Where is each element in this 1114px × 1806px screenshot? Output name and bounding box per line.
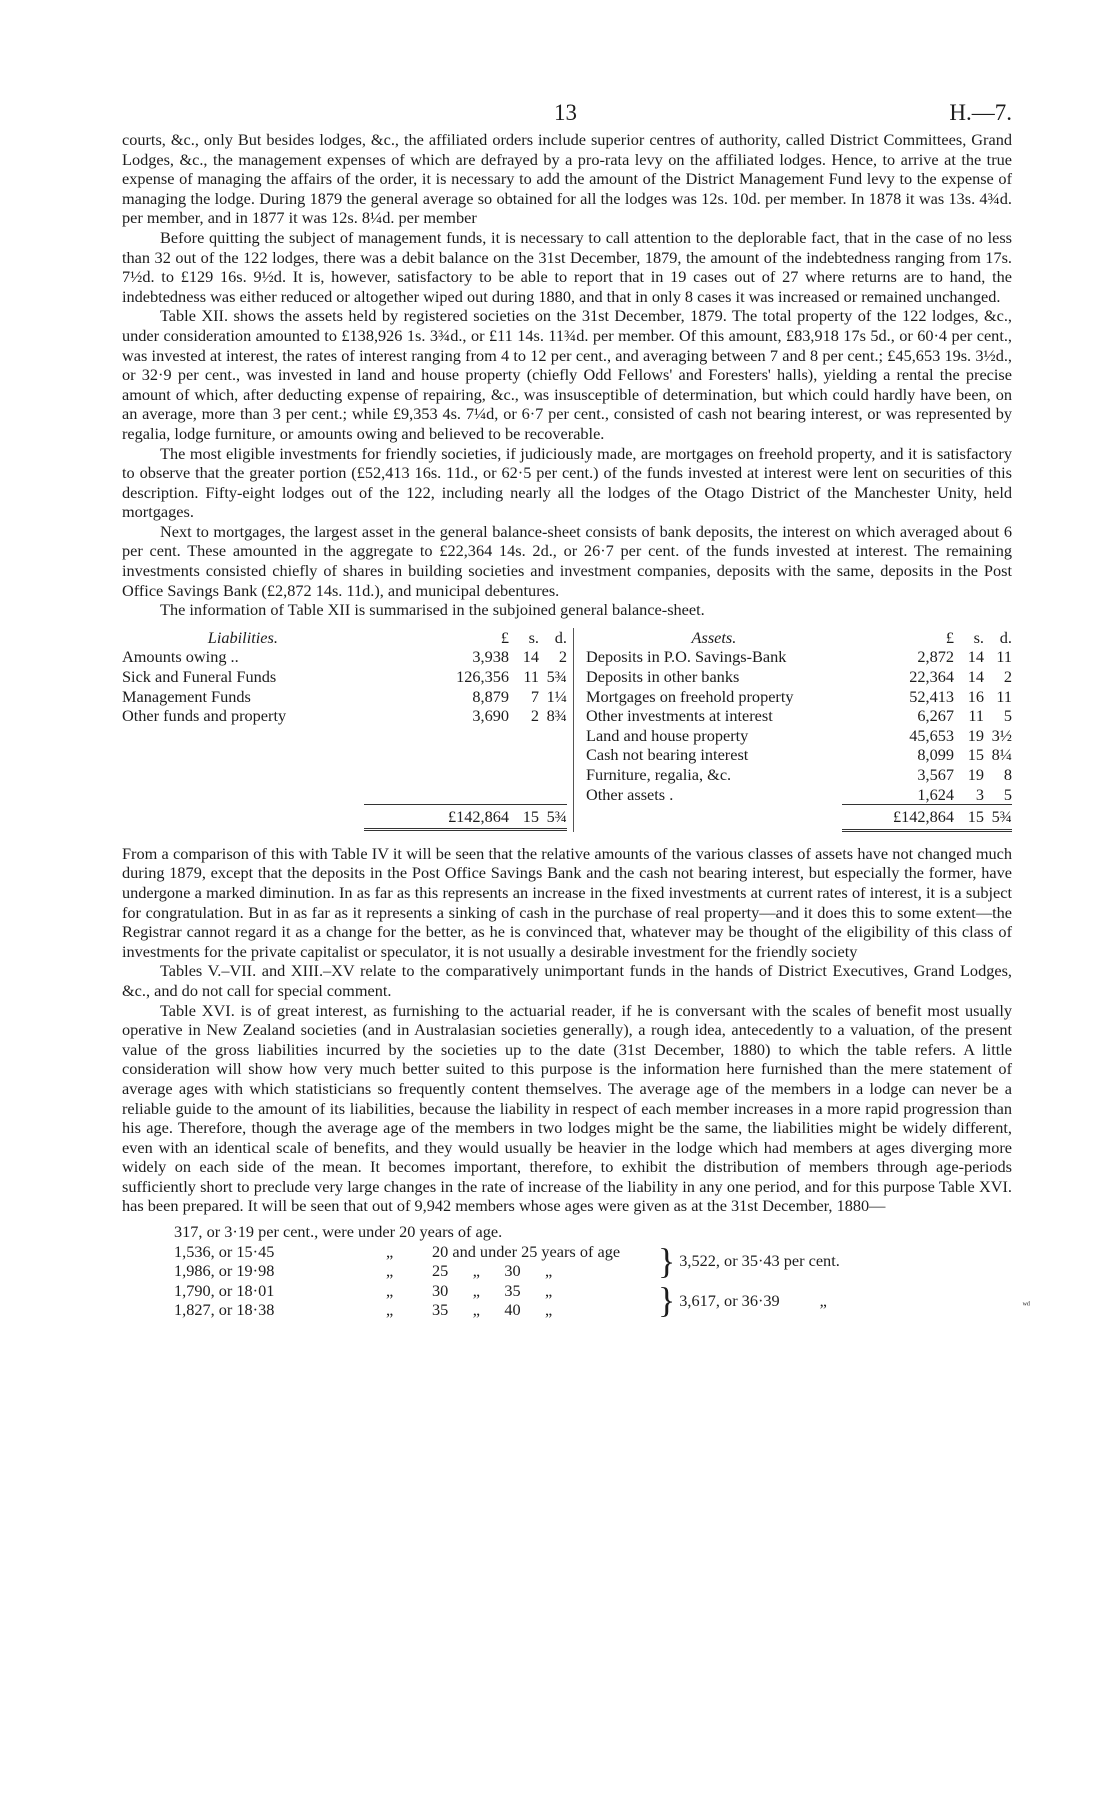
pence-head: d. bbox=[999, 627, 1012, 647]
asset-pence: 5 bbox=[1003, 784, 1012, 804]
liability-row bbox=[122, 647, 567, 667]
brace: } bbox=[658, 1280, 676, 1321]
ditto-mark: „ bbox=[386, 1261, 394, 1281]
paragraph-mortgages: The most eligible investments for friendly societies, if judiciously made, are mortgages on freehold property, and it is satisfactory to observe that the greater portion (£52,413 16s. 11d., or 62·5 per cent.) of the funds invested at interest were lent on securities of this description. Fifty-eight lodges out of the 122, including nearly all the lodges of the Otago District of the Manchester Unity, held mortgages. bbox=[122, 443, 1012, 522]
asset-label: Other investments at interest bbox=[586, 706, 773, 726]
margin-mark: ʷᵈ bbox=[1022, 1300, 1030, 1311]
liability-pounds: 3,690 bbox=[472, 706, 509, 726]
assets-heading: Assets. bbox=[691, 627, 737, 647]
assets-total-shillings: 15 bbox=[967, 807, 984, 827]
asset-pence: 5 bbox=[1003, 706, 1012, 726]
ditto-mark: „ bbox=[386, 1280, 394, 1300]
asset-shillings: 19 bbox=[967, 725, 984, 745]
age-group-total: 3,617, or 36·39 bbox=[679, 1290, 780, 1310]
assets-total-pence: 5¾ bbox=[991, 807, 1012, 827]
pounds-head: £ bbox=[500, 627, 509, 647]
age-count: 1,986, or 19·98 bbox=[174, 1261, 275, 1281]
asset-label: Furniture, regalia, &c. bbox=[586, 765, 732, 784]
age-count: 1,536, or 15·45 bbox=[174, 1241, 275, 1261]
paragraph-tables-v-vii: Tables V.–VII. and XIII.–XV relate to the comparatively unimportant funds in the hands of District Executives, Grand Lodges, &c., and do not call for special comment. bbox=[122, 961, 1012, 1000]
asset-pence: 2 bbox=[1003, 667, 1012, 687]
age-group-30-40 bbox=[122, 1281, 1012, 1320]
liability-shillings: 11 bbox=[523, 667, 539, 687]
asset-label: Deposits in P.O. Savings-Bank bbox=[586, 647, 787, 667]
paragraph-indebtedness: Before quitting the subject of management funds, it is necessary to call attention to the deplorable fact, that in the case of no less than 32 out of the 122 lodges, there was a debit balance on the 31st December, 1879, the amount of the indebtedness ranging from 17s. 7½d. to £129 16s. 9½d. It is, however, satisfactory to be able to report that in 19 cases out of 27 where returns are to hand, the indebtedness was either reduced or altogether wiped out during 1880, and that in only 8 cases it was increased or remained unchanged. bbox=[122, 227, 1012, 306]
paragraph-table-xvi: Table XVI. is of great interest, as furnishing to the actuarial reader, if he is conversant with the scales of benefit most usually operative in New Zealand societies (and in Australasian societies generally), a rough idea, antecedently to a valuation, of the present value of the gross liabilities incurred by the societies up to the date (31st December, 1880) to which the table refers. A little consideration will show how very much better suited to this purpose is the information here furnished than the mere statement of average ages with which statisticians so frequently content themselves. The average age of the members in a lodge can never be a reliable guide to the amount of its liabilities, because the liability in respect of each member increases in a more rapid progression than his age. Therefore, though the average age of the members in two lodges might be the same, the liabilities might be widely different, even with an identical scale of benefits, and they would usually be heavier in the lodge which had members at ages diverging more widely on each side of the mean. It becomes important, therefore, to exhibit the distribution of members through age-periods sufficiently short to preclude very large changes in the rate of increase of the liability in any one period, and for this purpose Table XVI. has been prepared. It will be seen that out of 9,942 members whose ages were given as at the 31st December, 1880— bbox=[122, 1000, 1012, 1216]
liability-label: Management Funds bbox=[122, 686, 251, 706]
age-row-under-20: 317, or 3·19 per cent., were under 20 years of age. bbox=[174, 1222, 503, 1242]
age-range: 25 „ 30 „ bbox=[432, 1261, 553, 1281]
asset-shillings: 14 bbox=[967, 667, 984, 687]
asset-pence: 8¼ bbox=[991, 745, 1012, 765]
age-count: 1,827, or 18·38 bbox=[174, 1300, 275, 1320]
liabilities-total-row bbox=[122, 804, 567, 830]
liabilities-heading: Liabilities. bbox=[207, 627, 278, 647]
shillings-head: s. bbox=[528, 627, 539, 647]
liabilities-total-shillings: 15 bbox=[522, 806, 539, 826]
asset-row bbox=[586, 687, 1012, 707]
asset-shillings: 19 bbox=[967, 765, 984, 784]
asset-pence: 3½ bbox=[991, 725, 1012, 745]
asset-label: Cash not bearing interest bbox=[586, 745, 749, 765]
asset-row bbox=[586, 706, 1012, 726]
asset-label: Land and house property bbox=[586, 725, 749, 745]
liability-label: Other funds and property bbox=[122, 706, 287, 726]
liability-pence: 2 bbox=[558, 647, 567, 667]
asset-pence: 11 bbox=[996, 647, 1012, 667]
paragraph-comparison: From a comparison of this with Table IV it will be seen that the relative amounts of the various classes of assets have not changed much during 1879, except that the deposits in the Post Office Savings Bank and the cash not bearing interest, but especially the former, have undergone a marked diminution. In as far as this represents an increase in the fixed investments at current rates of interest, it is a subject for congratulation. But in as far as it represents a sinking of cash in the purchase of real property—and it does this to some extent—the Registrar cannot regard it as a change for the better, as he is convinced that, whatever may be thought of the eligibility of this class of investments for the private capitalist or speculator, it is not usually a desirable investment for the friendly society bbox=[122, 843, 1012, 961]
asset-pounds: 6,267 bbox=[917, 706, 954, 726]
brace: } bbox=[658, 1241, 676, 1282]
liability-row bbox=[122, 706, 567, 726]
paragraph-affiliated-orders: courts, &c., only But besides lodges, &c., the affiliated orders include superior centres of authority, called District Committees, Grand Lodges, &c., the management expenses of which are defrayed by a pro-rata levy on the affiliated lodges. Hence, to arrive at the true expense of managing the affairs of the order, it is necessary to add the amount of the District Management Fund levy to the expense of managing the lodge. During 1879 the general average so obtained for all the lodges was 12s. 10d. per member. In 1878 it was 13s. 4¾d. per member, and in 1877 it was 12s. 8¼d. per member bbox=[122, 130, 1012, 228]
paragraph-table-xii: Table XII. shows the assets held by registered societies on the 31st December, 1879. The total property of the 122 lodges, &c., under consideration amounted to £138,926 1s. 3¾d., or £11 14s. 11¾d. per member. Of this amount, £83,918 17s 5d., or 60·4 per cent., was invested at interest, the rates of interest ranging from 4 to 12 per cent., and averaging between 7 and 8 per cent.; £45,653 19s. 3½d., or 32·9 per cent., was invested in land and house property (chiefly Odd Fellows' and Foresters' halls), yielding a rental the precise amount of which, after deducting expense of repairing, &c., was insusceptible of determination, but which could hardly have been, on an average, more than 3 per cent.; while £9,353 4s. 7¼d, or 6·7 per cent., consisted of cash not bearing interest, or was represented by regalia, lodge furniture, or amounts owing and believed to be recoverable. bbox=[122, 306, 1012, 443]
liability-pence: 1¼ bbox=[546, 686, 567, 706]
assets-total-row bbox=[586, 805, 1012, 831]
pounds-head: £ bbox=[945, 627, 954, 647]
asset-shillings: 11 bbox=[968, 706, 984, 726]
asset-pounds: 45,653 bbox=[909, 725, 954, 745]
paragraph-balance-sheet-intro: The information of Table XII is summarised in the subjoined general balance-sheet. bbox=[160, 600, 705, 620]
liability-shillings: 7 bbox=[530, 686, 539, 706]
liability-pounds: 3,938 bbox=[472, 647, 509, 667]
liability-pence: 5¾ bbox=[546, 667, 567, 687]
liability-label: Sick and Funeral Funds bbox=[122, 667, 277, 687]
liabilities-column bbox=[122, 628, 574, 832]
asset-label: Deposits in other banks bbox=[586, 667, 740, 687]
page-header bbox=[122, 0, 1012, 130]
assets-column bbox=[574, 628, 1012, 832]
liability-pence: 8¾ bbox=[546, 706, 567, 726]
age-row bbox=[122, 1242, 652, 1262]
age-row bbox=[122, 1300, 652, 1320]
pence-head: d. bbox=[554, 627, 567, 647]
age-row bbox=[122, 1261, 652, 1281]
asset-label: Mortgages on freehold property bbox=[586, 686, 794, 706]
asset-pounds: 2,872 bbox=[917, 647, 954, 667]
liabilities-total-pence: 5¾ bbox=[546, 806, 567, 826]
asset-shillings: 16 bbox=[967, 686, 984, 706]
asset-pounds: 52,413 bbox=[909, 686, 954, 706]
ditto-mark: „ bbox=[819, 1290, 827, 1310]
age-count: 1,790, or 18·01 bbox=[174, 1280, 275, 1300]
asset-row bbox=[586, 765, 1012, 785]
liability-label: Amounts owing .. bbox=[122, 647, 239, 667]
paragraph-bank-deposits: Next to mortgages, the largest asset in the general balance-sheet consists of bank deposits, the interest on which averaged about 6 per cent. These amounted in the aggregate to £22,364 14s. 2d., or 26·7 per cent. of the funds invested at interest. The remaining investments consisted chiefly of shares in building societies and investment companies, deposits with the same, deposits in the Post Office Savings Bank (£2,872 14s. 11d.), and municipal debentures. bbox=[122, 521, 1012, 600]
age-row bbox=[122, 1281, 652, 1301]
asset-shillings: 14 bbox=[967, 647, 984, 667]
ditto-mark: „ bbox=[386, 1300, 394, 1320]
asset-pence: 11 bbox=[996, 686, 1012, 706]
asset-row bbox=[586, 785, 1012, 805]
age-group-20-30 bbox=[122, 1242, 1012, 1281]
liability-row bbox=[122, 667, 567, 687]
liability-pounds: 126,356 bbox=[456, 667, 509, 687]
liability-shillings: 14 bbox=[522, 647, 539, 667]
age-range: 30 „ 35 „ bbox=[432, 1280, 553, 1300]
asset-row bbox=[586, 667, 1012, 687]
document-reference: H.—7. bbox=[949, 100, 1012, 125]
ditto-mark: „ bbox=[386, 1241, 394, 1261]
asset-pence: 8 bbox=[1003, 765, 1012, 784]
asset-row bbox=[586, 726, 1012, 746]
page-number: 13 bbox=[554, 100, 577, 125]
asset-row bbox=[586, 745, 1012, 765]
balance-sheet bbox=[122, 628, 1012, 832]
asset-shillings: 3 bbox=[975, 784, 984, 804]
shillings-head: s. bbox=[973, 627, 984, 647]
assets-total-pounds: £142,864 bbox=[892, 807, 954, 827]
liabilities-total-pounds: £142,864 bbox=[447, 806, 509, 826]
document-page bbox=[122, 0, 1030, 1321]
age-range: 35 „ 40 „ bbox=[432, 1300, 553, 1320]
asset-pounds: 1,624 bbox=[917, 784, 954, 804]
liability-row bbox=[122, 687, 567, 707]
asset-row bbox=[586, 647, 1012, 667]
liability-pounds: 8,879 bbox=[472, 686, 509, 706]
age-group-total: 3,522, or 35·43 per cent. bbox=[679, 1251, 840, 1271]
age-range: 20 and under 25 years of age bbox=[432, 1241, 621, 1261]
liability-shillings: 2 bbox=[530, 706, 539, 726]
asset-pounds: 3,567 bbox=[917, 765, 954, 784]
asset-shillings: 15 bbox=[967, 745, 984, 765]
asset-pounds: 22,364 bbox=[909, 667, 954, 687]
asset-pounds: 8,099 bbox=[917, 745, 954, 765]
asset-label: Other assets . bbox=[586, 784, 674, 804]
age-distribution bbox=[122, 1222, 1012, 1320]
